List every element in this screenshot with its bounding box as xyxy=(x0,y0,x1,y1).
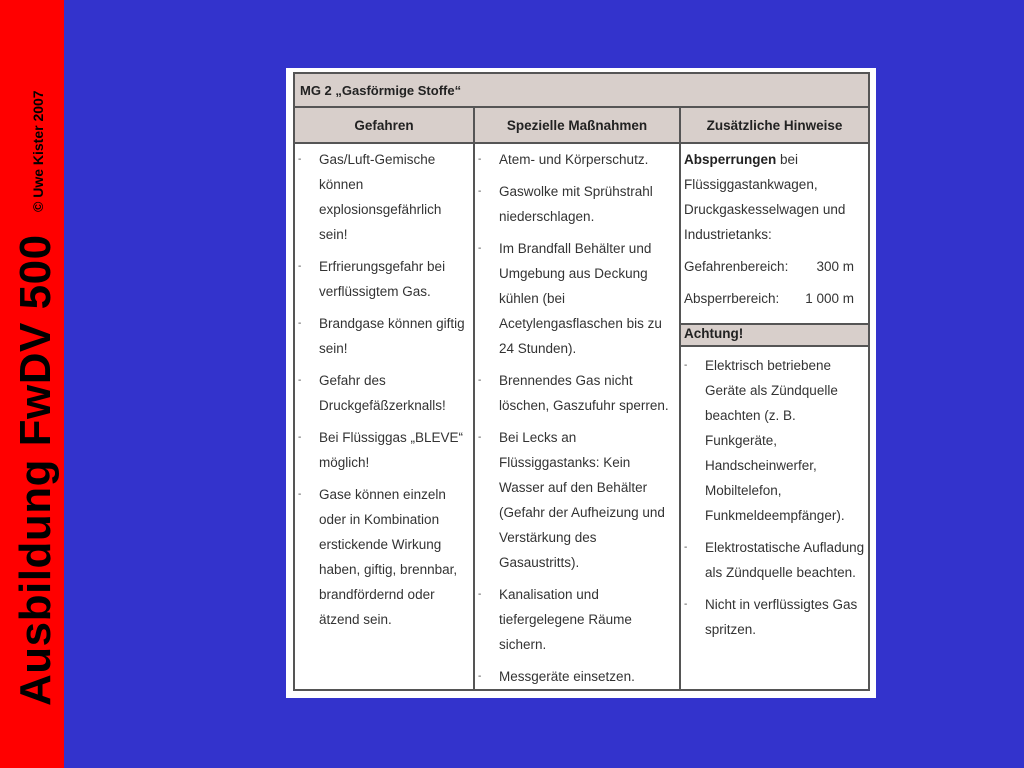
list-item: - Elektrisch betriebene Geräte als Zündquelle beachten (z. B. Funkgeräte, Handscheinwerfer, Mobiltelefon, Funkmeldeempfänger). xyxy=(681,353,855,528)
col-massnahmen xyxy=(475,144,679,689)
col-header-massnahmen: Spezielle Maßnahmen xyxy=(475,108,679,144)
absperrungen-text xyxy=(681,147,859,247)
list-item: - Atem- und Körperschutz. xyxy=(475,147,669,172)
list-item: - Nicht in verflüssigtes Gas spritzen. xyxy=(681,592,865,642)
absperrungen-label: Absperrungen xyxy=(684,152,777,167)
list-item: - Gase können einzeln oder in Kombination erstickende Wirkung haben, giftig, brennbar, brandfördernd oder ätzend sein. xyxy=(295,482,459,632)
list-item: - Elektrostatische Aufladung als Zündquelle beachten. xyxy=(681,535,865,585)
list-item: - Brennendes Gas nicht löschen, Gaszufuhr sperren. xyxy=(475,368,675,418)
list-item: - Im Brandfall Behälter und Umgebung aus Deckung kühlen (bei Acetylengasflaschen bis zu 24 Stunden). xyxy=(475,236,669,361)
list-item: - Brandgase können giftig sein! xyxy=(295,311,469,361)
absperrbereich-row xyxy=(681,286,854,311)
list-item: - Bei Flüssiggas „BLEVE“ möglich! xyxy=(295,425,469,475)
copyright-text: © Uwe Kister 2007 xyxy=(30,90,46,212)
list-item: - Bei Lecks an Flüssiggastanks: Kein Wasser auf den Behälter (Gefahr der Aufheizung und Verstärkung des Gasaustritts). xyxy=(475,425,675,575)
col-gefahren xyxy=(295,144,471,689)
absperrungen-desc: bei Flüssiggastankwagen, Druckgaskesselwagen und Industrietanks: xyxy=(684,152,846,242)
gefahrenbereich-value: 300 m xyxy=(816,259,854,274)
col-header-hinweise: Zusätzliche Hinweise xyxy=(681,108,868,144)
absperrbereich-value: 1 000 m xyxy=(805,291,854,306)
sidebar-title: Ausbildung FwDV 500 xyxy=(11,234,60,706)
table-title: MG 2 „Gasförmige Stoffe“ xyxy=(300,83,462,98)
sidebar xyxy=(0,0,64,768)
list-item: - Gaswolke mit Sprühstrahl niederschlagen. xyxy=(475,179,659,229)
list-item: - Erfrierungsgefahr bei verflüssigtem Gas. xyxy=(295,254,459,304)
list-item: - Gas/Luft-Gemische können explosionsgefährlich sein! xyxy=(295,147,459,247)
list-item: - Gefahr des Druckgefäßzerknalls! xyxy=(295,368,459,418)
gefahrenbereich-row xyxy=(681,254,854,279)
list-item: - Kanalisation und tiefergelegene Räume sichern. xyxy=(475,582,649,657)
absperrbereich-label: Absperrbereich: xyxy=(684,291,780,306)
achtung-list xyxy=(681,353,868,649)
achtung-header: Achtung! xyxy=(681,323,868,347)
slide-content xyxy=(286,68,876,698)
info-table xyxy=(293,72,870,691)
list-item: - Messgeräte einsetzen. xyxy=(475,664,669,689)
gefahrenbereich-label: Gefahrenbereich: xyxy=(684,259,789,274)
col-hinweise xyxy=(681,144,868,689)
col-header-gefahren: Gefahren xyxy=(295,108,473,144)
table-title-row xyxy=(295,74,868,108)
